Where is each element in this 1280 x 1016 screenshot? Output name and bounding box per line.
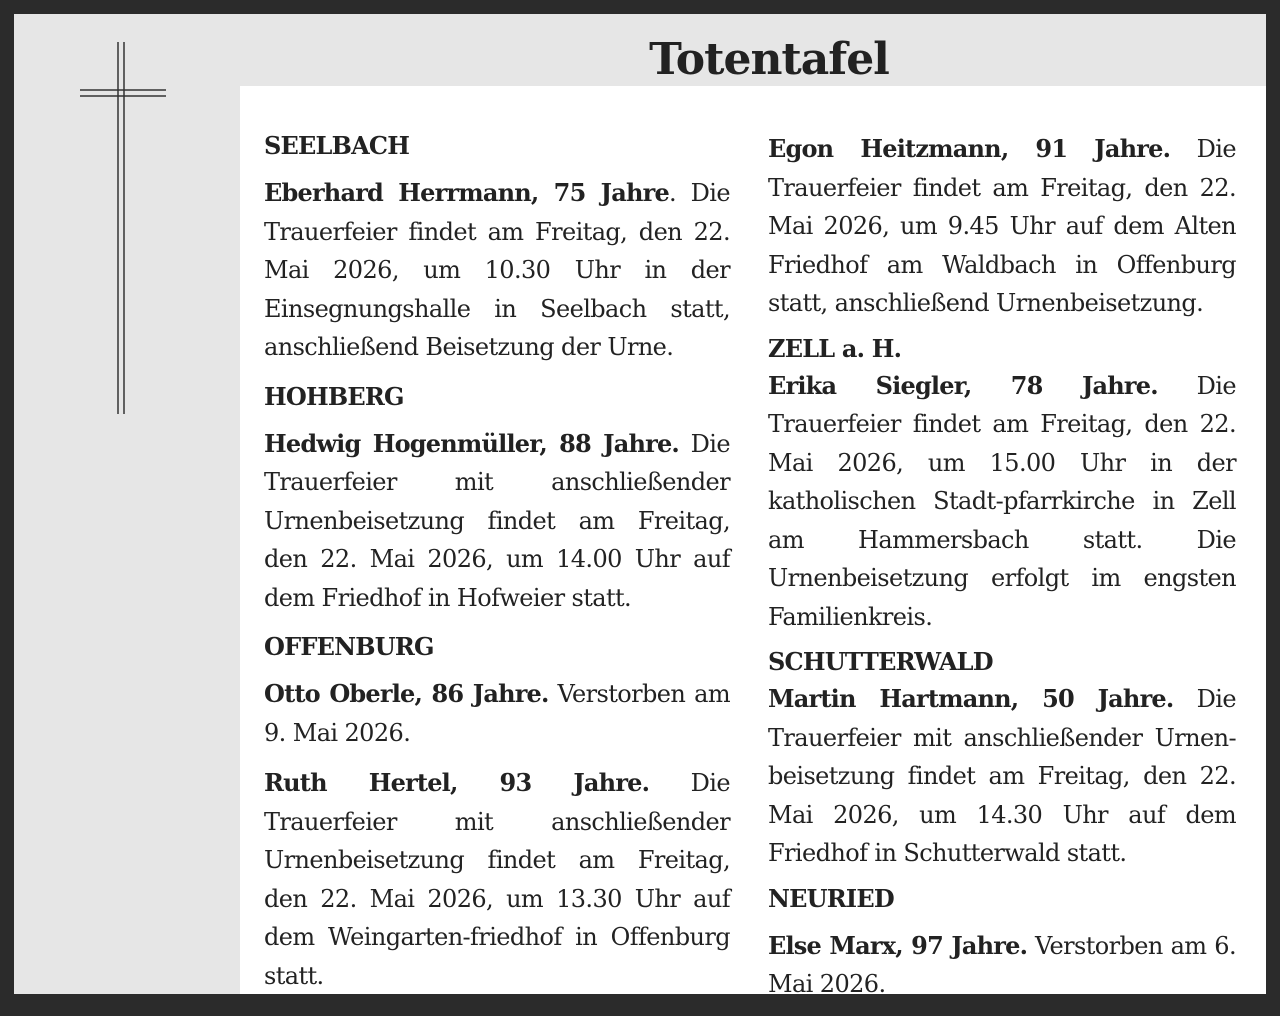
place-heading-hohberg: HOHBERG [264,381,404,411]
cross-icon [78,42,168,414]
deceased-name: Hedwig Hogenmüller, 88 Jahre. [264,428,679,458]
obituary-entry [264,174,730,367]
entry-text: Die Trauerfeier mit anschließender Urnen-beisetzung findet am Freitag, den 22. Mai 2026, um 14.30 Uhr auf dem Friedhof in Schutterwald statt. [768,685,1236,867]
obituary-entry [768,680,1236,873]
page-title: Totentafel [649,34,889,85]
obituary-entry [264,425,730,618]
entry-text: Die Trauerfeier findet am Freitag, den 22. Mai 2026, um 15.00 Uhr in der katholischen Stadt-pfarrkirche in Zell am Hammersbach statt. Die Urnenbeisetzung erfolgt im engsten Familienkreis. [768,371,1236,631]
entry-text: . Die Trauerfeier findet am Freitag, den 22. Mai 2026, um 10.30 Uhr in der Einsegnungshalle in Seelbach statt, anschließend Beisetzung der Urne. [264,179,730,361]
obituary-entry [264,764,730,995]
entry-text: Verstorben am 6. Mai 2026. [768,931,1236,998]
left-column [264,128,730,1007]
obituary-entry [768,130,1236,323]
obituary-frame [14,14,1266,998]
obituary-entry [264,675,730,752]
obituary-entry [768,367,1236,637]
place-heading-schutterwald: SCHUTTERWALD [768,647,993,676]
place-heading-neuried: NEURIED [768,883,894,913]
entry-text: Die Trauerfeier mit anschließender Urnenbeisetzung findet am Freitag, den 22. Mai 2026, um 13.30 Uhr auf dem Weingarten-friedhof in Offenburg statt. [264,769,730,990]
deceased-name: Ruth Hertel, 93 Jahre. [264,768,650,797]
deceased-name: Martin Hartmann, 50 Jahre. [768,684,1174,713]
deceased-name: Otto Oberle, 86 Jahre. [264,679,549,708]
deceased-name: Erika Siegler, 78 Jahre. [768,370,1158,400]
deceased-name: Else Marx, 97 Jahre. [768,930,1028,960]
entry-text: Die Trauerfeier mit anschließender Urnenbeisetzung findet am Freitag, den 22. Mai 2026, um 14.00 Uhr auf dem Friedhof in Hofweier statt. [264,429,730,612]
place-heading-offenburg: OFFENBURG [264,632,434,661]
deceased-name: Eberhard Herrmann, 75 Jahre [264,178,669,207]
entry-text: Verstorben am 9. Mai 2026. [264,680,731,747]
place-heading-zell: ZELL a. H. [768,333,902,363]
right-column [768,130,1236,1016]
obituary-entry [768,927,1236,1004]
deceased-name: Egon Heitzmann, 91 Jahre. [768,134,1171,163]
obituary-panel [240,86,1266,998]
entry-text: Die Trauerfeier findet am Freitag, den 22. Mai 2026, um 9.45 Uhr auf dem Alten Friedhof am Waldbach in Offenburg statt, anschließend Urnenbeisetzung. [768,135,1236,317]
place-heading-seelbach: SEELBACH [264,131,410,160]
